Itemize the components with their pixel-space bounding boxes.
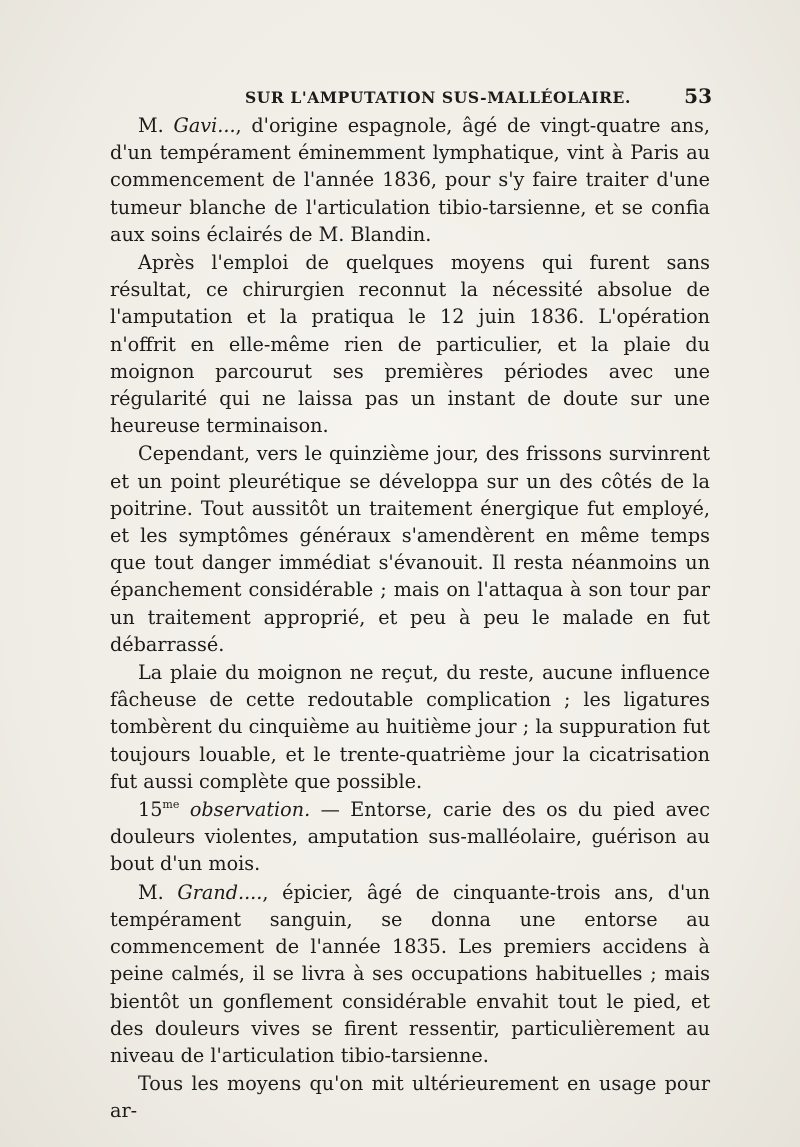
- observation-number: 15: [138, 798, 163, 822]
- paragraph-2: [110, 249, 710, 439]
- observation-word: observation.: [189, 798, 311, 822]
- paragraph-text: , d'origine espagnole, âgé de vingt-quatre ans, d'un tempérament éminemment lymphatique, vint à Paris au commencement de l'année 1836, pour s'y faire traiter d'une tumeur blanche de l'articulation tibio-tarsienne, et se confia aux soins éclairés de M. Blandin.: [110, 114, 710, 246]
- salutation: M.: [138, 880, 178, 904]
- running-title: SUR L'AMPUTATION SUS-MALLÉOLAIRE.: [245, 88, 631, 107]
- body-text: [110, 112, 710, 1125]
- paragraph-7: [110, 1070, 710, 1124]
- patient-name: Grand....: [177, 880, 263, 904]
- observation-heading: [110, 796, 710, 878]
- patient-name: Gavi...: [173, 114, 236, 137]
- paragraph-1: [110, 112, 710, 248]
- salutation: M.: [138, 114, 174, 137]
- running-head: [110, 86, 710, 112]
- paragraph-3: [110, 440, 710, 658]
- paragraph-text: La plaie du moignon ne reçut, du reste, aucune influence fâcheuse de cette redoutable complication ; les ligatures tombèrent du cinquième au huitième jour ; la suppuration fut toujours louable, et le trente-quatrième jour la cicatrisation fut aussi complète que possible.: [110, 661, 710, 793]
- paragraph-text: Cependant, vers le quinzième jour, des frissons survinrent et un point pleurétique se développa sur un des côtés de la poitrine. Tout aussitôt un traitement énergique fut employé, et les symptômes généraux s'amendèrent en même temps que tout danger immédiat s'évanouit. Il resta néanmoins un épanchement considérable ; mais on l'attaqua à son tour par un traitement approprié, et peu à peu le malade en fut débarrassé.: [110, 442, 710, 656]
- observation-superscript: me: [162, 798, 180, 812]
- paragraph-text: Tous les moyens qu'on mit ultérieurement en usage pour ar-: [110, 1072, 710, 1123]
- page-number: 53: [684, 84, 712, 108]
- paragraph-text: — Entorse, carie des os du pied avec douleurs violentes, amputation sus-malléolaire, guérison au bout d'un mois.: [110, 798, 710, 876]
- paragraph-text: , épicier, âgé de cinquante-trois ans, d'un tempérament sanguin, se donna une entorse au commencement de l'année 1835. Les premiers accidens à peine calmés, il se livra à ses occupations habituelles ; mais bientôt un gonflement considérable envahit tout le pied, et des douleurs vives se firent ressentir, particulièrement au niveau de l'articulation tibio-tarsienne.: [110, 880, 710, 1067]
- paragraph-6: [110, 879, 710, 1069]
- paragraph-4: [110, 659, 710, 795]
- paragraph-text: Après l'emploi de quelques moyens qui furent sans résultat, ce chirurgien reconnut la nécessité absolue de l'amputation et la pratiqua le 12 juin 1836. L'opération n'offrit en elle-même rien de particulier, et la plaie du moignon parcourut ses premières périodes avec une régularité qui ne laissa pas un instant de doute sur une heureuse terminaison.: [110, 251, 710, 438]
